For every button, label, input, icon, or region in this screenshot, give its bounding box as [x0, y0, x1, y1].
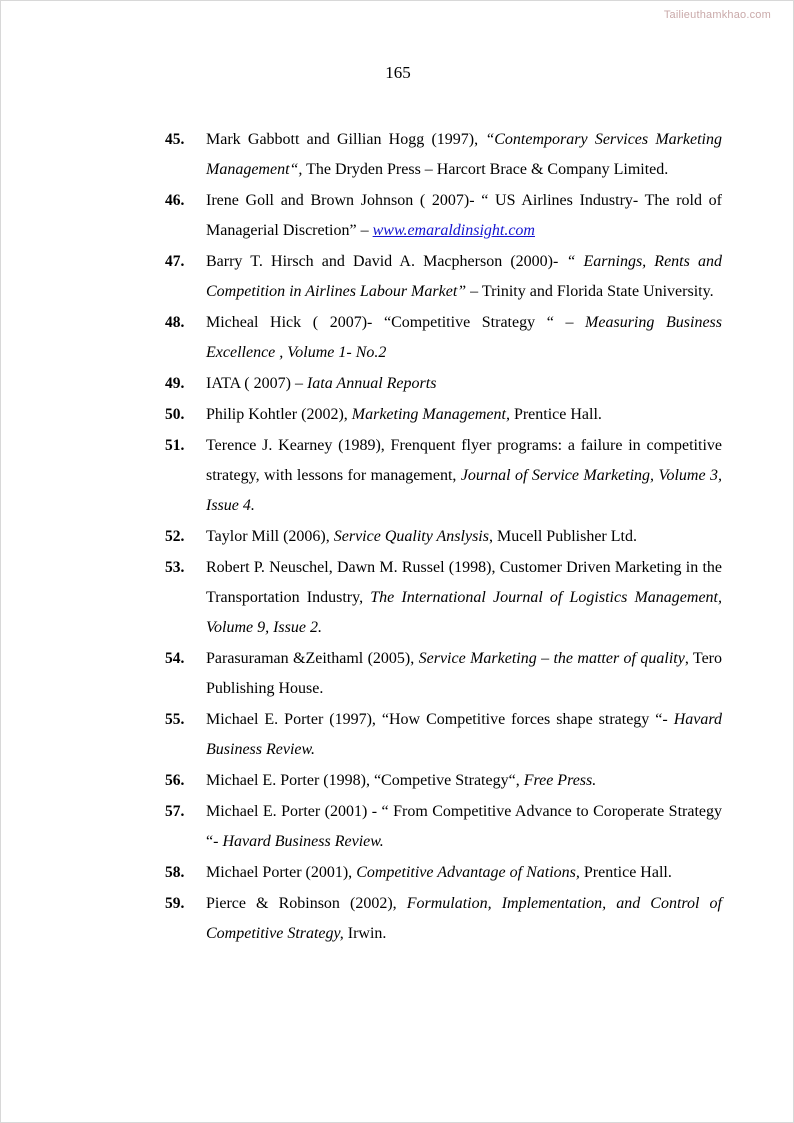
reference-segment: Micheal Hick ( 2007)- “Competitive Strategy “ — [206, 314, 566, 331]
reference-segment: Pierce & Robinson (2002), — [206, 895, 407, 912]
reference-segment: Mark Gabbott and Gillian Hogg (1997), — [206, 131, 486, 148]
reference-link[interactable]: www.emaraldinsight.com — [372, 222, 535, 239]
reference-segment: – Trinity and Florida State University. — [466, 283, 714, 300]
reference-segment: Parasuraman &Zeithaml (2005), — [206, 650, 419, 667]
reference-item — [164, 553, 722, 643]
reference-text — [206, 797, 722, 857]
reference-title: “Contemporary Services Marketing Management“, — [206, 131, 723, 178]
reference-segment: The Dryden Press – Harcort Brace & Company Limited. — [302, 161, 669, 178]
reference-segment: Prentice Hall. — [579, 864, 672, 881]
reference-title: Journal of Service Marketing, Volume 3, Issue 4. — [206, 467, 722, 514]
reference-number: 47. — [165, 253, 185, 270]
reference-number: 57. — [165, 803, 185, 820]
reference-number: 55. — [165, 711, 185, 728]
reference-segment: Michael E. Porter (1997), “How Competitive forces shape strategy “- — [206, 711, 674, 728]
reference-title: The International Journal of Logistics Management, Volume 9, Issue 2. — [206, 589, 722, 636]
reference-segment: Michael E. Porter (2001) - “ From Competitive Advance to Coroperate Strategy “- — [206, 803, 722, 850]
reference-segment: Terence J. Kearney (1989), Frenquent flyer programs: a failure in competitive strategy, with lessons for management, — [206, 437, 722, 484]
page-number: 165 — [385, 63, 411, 82]
reference-text — [206, 247, 722, 307]
reference-number: 59. — [165, 895, 185, 912]
reference-number: 50. — [165, 406, 185, 423]
reference-text — [206, 431, 722, 521]
reference-title: Competitive Advantage of Nations, — [356, 864, 580, 881]
reference-segment: Prentice Hall. — [509, 406, 602, 423]
reference-segment: Irwin. — [343, 925, 387, 942]
reference-number: 45. — [165, 131, 185, 148]
reference-number: 48. — [165, 314, 185, 331]
reference-text — [206, 308, 722, 368]
reference-segment: IATA ( 2007) — [206, 375, 295, 392]
reference-text — [206, 522, 722, 552]
reference-title: – Iata Annual Reports — [294, 375, 437, 392]
reference-item — [164, 705, 722, 765]
reference-text — [206, 858, 722, 888]
reference-text — [206, 125, 722, 185]
reference-item — [164, 766, 722, 796]
reference-text — [206, 400, 722, 430]
reference-item — [164, 247, 722, 307]
reference-number: 46. — [165, 192, 185, 209]
reference-text — [206, 766, 722, 796]
reference-segment: Michael Porter (2001), — [206, 864, 357, 881]
reference-item — [164, 522, 722, 552]
reference-item — [164, 889, 722, 949]
reference-segment: Robert P. Neuschel, Dawn M. Russel (1998), Customer Driven Marketing in the Transportation Industry, — [206, 559, 722, 606]
reference-title: Free Press. — [523, 772, 597, 789]
reference-segment: Philip Kohtler (2002), — [206, 406, 352, 423]
reference-number: 54. — [165, 650, 185, 667]
reference-title: Service Quality Anslysis — [333, 528, 489, 545]
reference-segment: Barry T. Hirsch and David A. Macpherson (2000) — [206, 253, 553, 270]
reference-title: Havard Business Review. — [222, 833, 384, 850]
reference-number: 56. — [165, 772, 185, 789]
reference-text — [206, 369, 722, 399]
reference-text — [206, 186, 722, 246]
reference-number: 51. — [165, 437, 185, 454]
reference-number: 58. — [165, 864, 185, 881]
reference-item — [164, 308, 722, 368]
reference-item — [164, 125, 722, 185]
reference-text — [206, 644, 722, 704]
reference-text — [206, 553, 722, 643]
reference-number: 52. — [165, 528, 185, 545]
watermark-text: Tailieuthamkhao.com — [663, 9, 771, 21]
reference-item — [164, 431, 722, 521]
reference-title: - “ Earnings, Rents and Competition in Airlines Labour Market” — [206, 253, 722, 300]
reference-segment: Taylor Mill (2006), — [206, 528, 334, 545]
reference-text — [206, 889, 722, 949]
reference-item — [164, 186, 722, 246]
reference-title: Marketing Management, — [351, 406, 510, 423]
reference-segment: , Tero Publishing House. — [206, 650, 723, 697]
reference-text — [206, 705, 722, 765]
reference-title: Havard Business Review. — [206, 711, 722, 758]
reference-item — [164, 369, 722, 399]
reference-item — [164, 400, 722, 430]
reference-title: Service Marketing – the matter of quality — [418, 650, 685, 667]
reference-number: 53. — [165, 559, 185, 576]
reference-item — [164, 858, 722, 888]
reference-item — [164, 644, 722, 704]
reference-list — [164, 125, 722, 950]
reference-title: Formulation, Implementation, and Control of Competitive Strategy, — [206, 895, 722, 942]
reference-item — [164, 797, 722, 857]
reference-number: 49. — [165, 375, 185, 392]
reference-segment: Michael E. Porter (1998), “Competive Strategy“, — [206, 772, 524, 789]
reference-segment: Irene Goll and Brown Johnson ( 2007)- “ US Airlines Industry- The rold of Managerial Discretion” – — [206, 192, 722, 239]
reference-segment: , Mucell Publisher Ltd. — [488, 528, 637, 545]
reference-title: – Measuring Business Excellence , Volume 1- No.2 — [206, 314, 722, 361]
